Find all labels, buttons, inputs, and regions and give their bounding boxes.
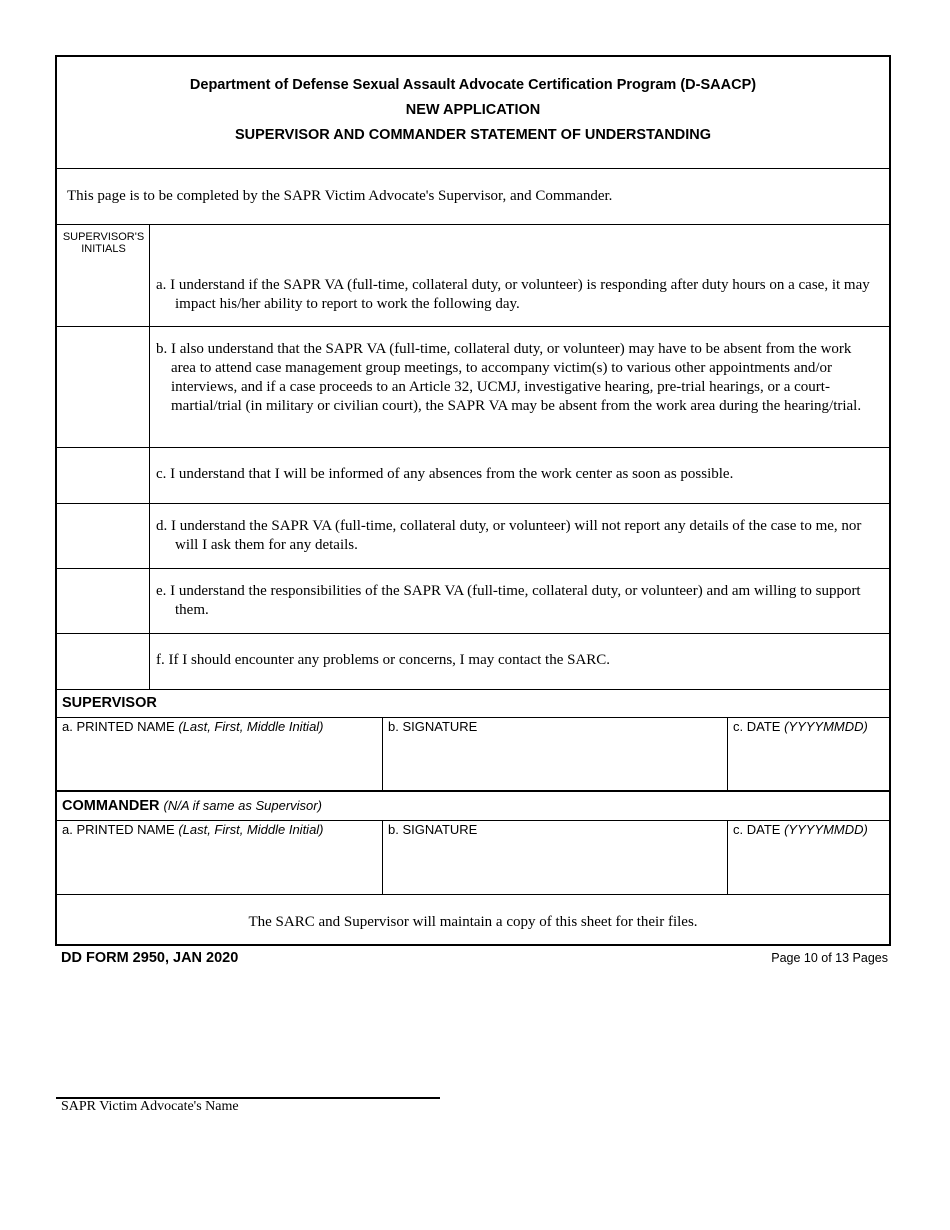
statement-row-e xyxy=(57,569,889,634)
statement-c: c. I understand that I will be informed of any absences from the work center as soon as possible. xyxy=(156,466,734,482)
statement-e: e. I understand the responsibilities of the SAPR VA (full-time, collateral duty, or volunteer) and am willing to support them. xyxy=(156,583,861,618)
supervisor-date-hint: (YYYYMMDD) xyxy=(784,719,868,734)
statement-d: d. I understand the SAPR VA (full-time, collateral duty, or volunteer) will not report any details of the case to me, nor will I ask them for any details. xyxy=(156,518,862,553)
statement-row-b xyxy=(57,327,889,448)
commander-name-label: a. PRINTED NAME xyxy=(62,822,175,837)
commander-date-hint: (YYYYMMDD) xyxy=(784,822,868,837)
program-title: Department of Defense Sexual Assault Advocate Certification Program (D-SAACP) xyxy=(189,77,757,93)
supervisor-section-title xyxy=(57,690,889,718)
commander-signature-label: b. SIGNATURE xyxy=(388,822,478,837)
commander-date-field[interactable] xyxy=(728,821,889,894)
retention-note-section xyxy=(57,895,889,944)
commander-signature-row xyxy=(57,821,889,895)
statement-row-c xyxy=(57,448,889,504)
supervisor-title: SUPERVISOR xyxy=(62,695,157,711)
supervisor-name-field[interactable] xyxy=(57,718,383,790)
initials-label-line1: SUPERVISOR'S xyxy=(62,231,145,243)
commander-date-label: c. DATE xyxy=(733,822,781,837)
supervisor-name-label: a. PRINTED NAME xyxy=(62,719,175,734)
form-header xyxy=(57,57,889,169)
form-title: SUPERVISOR AND COMMANDER STATEMENT OF UNDERSTANDING xyxy=(234,127,712,143)
supervisor-name-hint: (Last, First, Middle Initial) xyxy=(178,719,324,734)
supervisor-date-field[interactable] xyxy=(728,718,889,790)
statement-b: b. I also understand that the SAPR VA (full-time, collateral duty, or volunteer) may have to be absent from the work area to attend case management group meetings, to accompany victim(s) to various other appointments and/or interviews, and if a case proceeds to an Article 32, UCMJ, investigative hearing, pre-trial hearings, or a court-martial/trial (in military or civilian court), the SAPR VA may be absent from the work area during the hearing/trial. xyxy=(156,341,862,414)
page-number: Page 10 of 13 Pages xyxy=(771,951,888,965)
commander-name-field[interactable] xyxy=(57,821,383,894)
commander-title: COMMANDER xyxy=(62,798,160,814)
statement-a: a. I understand if the SAPR VA (full-time, collateral duty, or volunteer) is responding after duty hours on a case, it may impact his/her ability to report to work the following day. xyxy=(156,277,870,312)
supervisor-signature-row xyxy=(57,718,889,792)
intro-text: This page is to be completed by the SAPR Victim Advocate's Supervisor, and Commander. xyxy=(67,188,613,204)
commander-section-title xyxy=(57,793,889,821)
va-name-label: SAPR Victim Advocate's Name xyxy=(61,1099,239,1114)
supervisor-signature-field[interactable] xyxy=(383,718,728,790)
retention-note: The SARC and Supervisor will maintain a copy of this sheet for their files. xyxy=(248,914,698,930)
initials-label-line2: INITIALS xyxy=(81,243,126,255)
commander-name-hint: (Last, First, Middle Initial) xyxy=(178,822,324,837)
commander-title-note: (N/A if same as Supervisor) xyxy=(163,798,322,813)
statement-row-f xyxy=(57,634,889,690)
statement-row-d xyxy=(57,504,889,569)
form-page xyxy=(55,55,891,946)
commander-signature-field[interactable] xyxy=(383,821,728,894)
intro-section xyxy=(57,169,889,225)
form-identifier: DD FORM 2950, JAN 2020 xyxy=(61,950,239,966)
supervisor-signature-label: b. SIGNATURE xyxy=(388,719,478,734)
statement-row-a xyxy=(57,225,889,327)
statement-f: f. If I should encounter any problems or concerns, I may contact the SARC. xyxy=(156,652,611,668)
application-type: NEW APPLICATION xyxy=(405,102,541,118)
supervisor-date-label: c. DATE xyxy=(733,719,781,734)
